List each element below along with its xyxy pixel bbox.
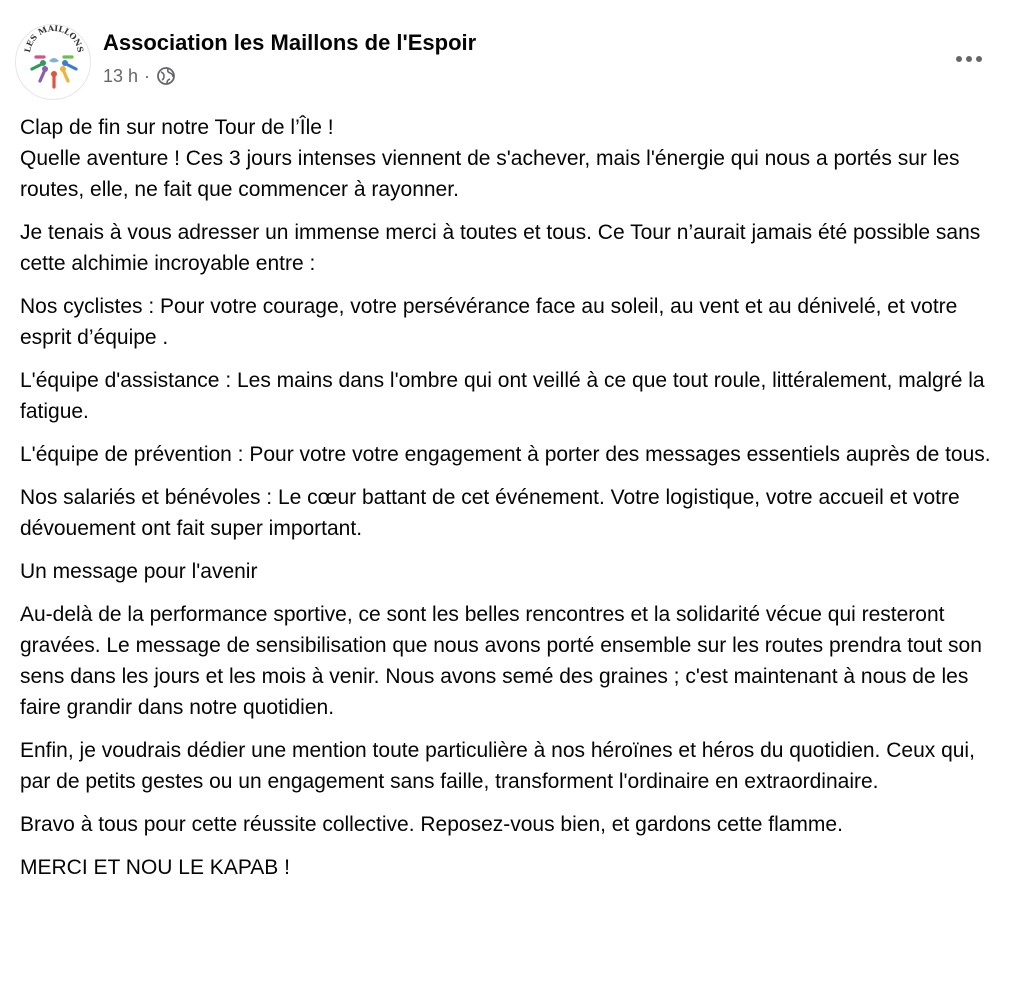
post-paragraph: MERCI ET NOU LE KAPAB !	[20, 856, 290, 879]
more-options-icon[interactable]	[949, 44, 989, 74]
post-paragraph: L'équipe d'assistance : Les mains dans l'ombre qui ont veillé à ce que tout roule, littéralement, malgré la fatigue.	[20, 369, 985, 423]
post-header	[15, 24, 995, 100]
post-paragraph: Clap de fin sur notre Tour de l’Île ! Quelle aventure ! Ces 3 jours intenses viennent de s'achever, mais l'énergie qui nous a portés sur les routes, elle, ne fait que commencer à rayonner.	[20, 116, 960, 201]
avatar-logo-text: LES MAILLONS	[22, 25, 86, 54]
post-paragraph: Au-delà de la performance sportive, ce sont les belles rencontres et la solidarité vécue qui resteront gravées. Le message de sensibilisation que nous avons porté ensemble sur les routes prendra tout son sens dans les jours et les mois à venir. Nous avons semé des graines ; c'est maintenant à nous de les faire grandir dans notre quotidien.	[20, 603, 982, 719]
post-paragraph: Je tenais à vous adresser un immense merci à toutes et tous. Ce Tour n’aurait jamais été possible sans cette alchimie incroyable entre :	[20, 221, 981, 275]
association-logo-icon	[16, 25, 91, 100]
post-timestamp[interactable]: 13 h	[103, 65, 139, 86]
meta-separator: ·	[144, 65, 151, 86]
author-name[interactable]: Association les Maillons de l'Espoir	[103, 30, 477, 55]
post-paragraph: Nos salariés et bénévoles : Le cœur battant de cet événement. Votre logistique, votre accueil et votre dévouement ont fait super important.	[20, 486, 960, 540]
post-paragraph: Nos cyclistes : Pour votre courage, votre persévérance face au soleil, au vent et au dénivelé, et votre esprit d’équipe .	[20, 295, 958, 349]
post-content	[20, 112, 1004, 895]
globe-icon[interactable]	[156, 66, 176, 86]
post-paragraph: L'équipe de prévention : Pour votre votre engagement à porter des messages essentiels auprès de tous.	[20, 443, 991, 466]
post-paragraph: Bravo à tous pour cette réussite collective. Reposez-vous bien, et gardons cette flamme.	[20, 813, 843, 836]
avatar[interactable]	[15, 24, 91, 100]
svg-text:LES MAILLONS	[22, 25, 86, 53]
post-paragraph: Un message pour l'avenir	[20, 560, 258, 583]
post-paragraph: Enfin, je voudrais dédier une mention toute particulière à nos héroïnes et héros du quotidien. Ceux qui, par de petits gestes ou un engagement sans faille, transforment l'ordinaire en extraordinaire.	[20, 739, 975, 793]
post-meta	[103, 64, 176, 88]
